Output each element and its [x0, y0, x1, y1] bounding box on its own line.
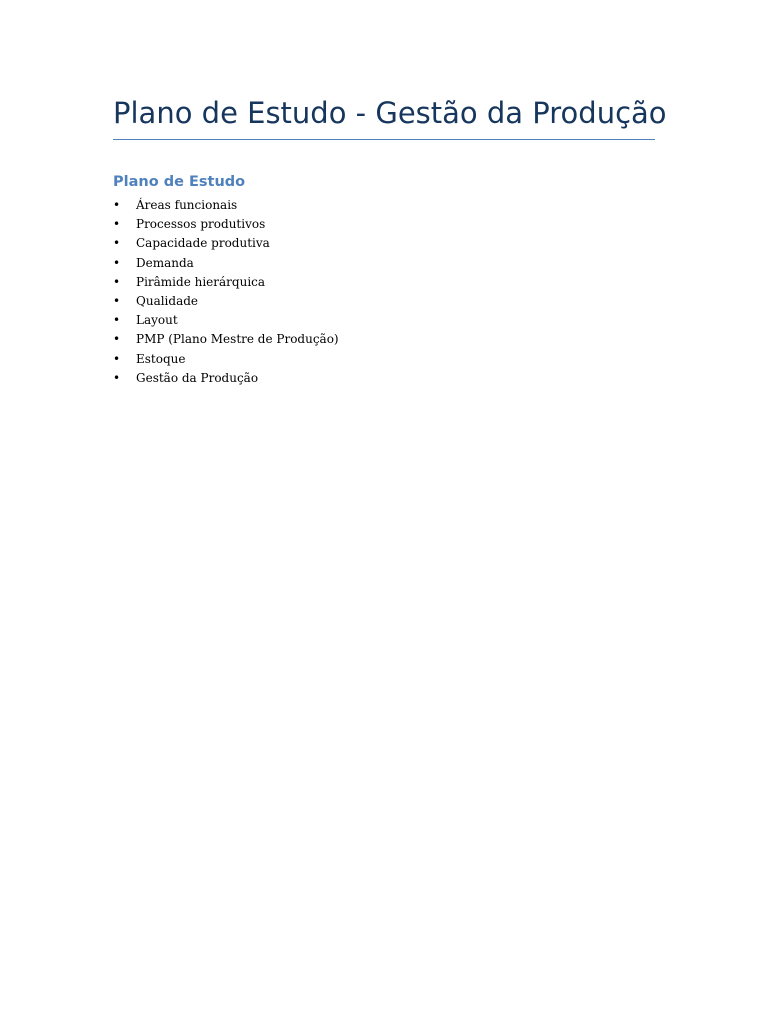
bullet-icon: • — [113, 351, 121, 366]
section-heading: Plano de Estudo — [113, 174, 246, 190]
list-item-text: Qualidade — [136, 293, 199, 308]
bullet-icon: • — [113, 236, 121, 251]
list-item — [113, 369, 339, 388]
list-item-text: Processos produtivos — [136, 217, 266, 232]
study-plan-list — [113, 196, 339, 388]
bullet-icon: • — [113, 370, 121, 385]
document-title: Plano de Estudo - Gestão da Produção — [113, 96, 667, 130]
list-item-text: Pirâmide hierárquica — [136, 274, 266, 289]
list-item — [113, 254, 339, 273]
list-item-text: Áreas funcionais — [136, 198, 238, 212]
list-item — [113, 215, 339, 234]
list-item — [113, 234, 339, 253]
list-item-text: Capacidade produtiva — [136, 236, 270, 251]
bullet-icon: • — [113, 293, 121, 308]
bullet-icon: • — [113, 332, 121, 347]
list-item — [113, 330, 339, 349]
list-item — [113, 273, 339, 292]
bullet-icon: • — [113, 255, 121, 270]
list-item-text: Gestão da Produção — [136, 370, 259, 385]
list-item — [113, 311, 339, 330]
bullet-icon: • — [113, 217, 121, 232]
title-underline — [113, 139, 655, 140]
list-item-text: Layout — [136, 313, 178, 328]
list-item — [113, 196, 339, 215]
bullet-icon: • — [113, 198, 121, 212]
list-item-text: Demanda — [136, 255, 194, 270]
list-item-text: PMP (Plano Mestre de Produção) — [136, 332, 339, 347]
list-item — [113, 350, 339, 369]
bullet-icon: • — [113, 313, 121, 328]
bullet-icon: • — [113, 274, 121, 289]
list-item — [113, 292, 339, 311]
list-item-text: Estoque — [136, 351, 186, 366]
